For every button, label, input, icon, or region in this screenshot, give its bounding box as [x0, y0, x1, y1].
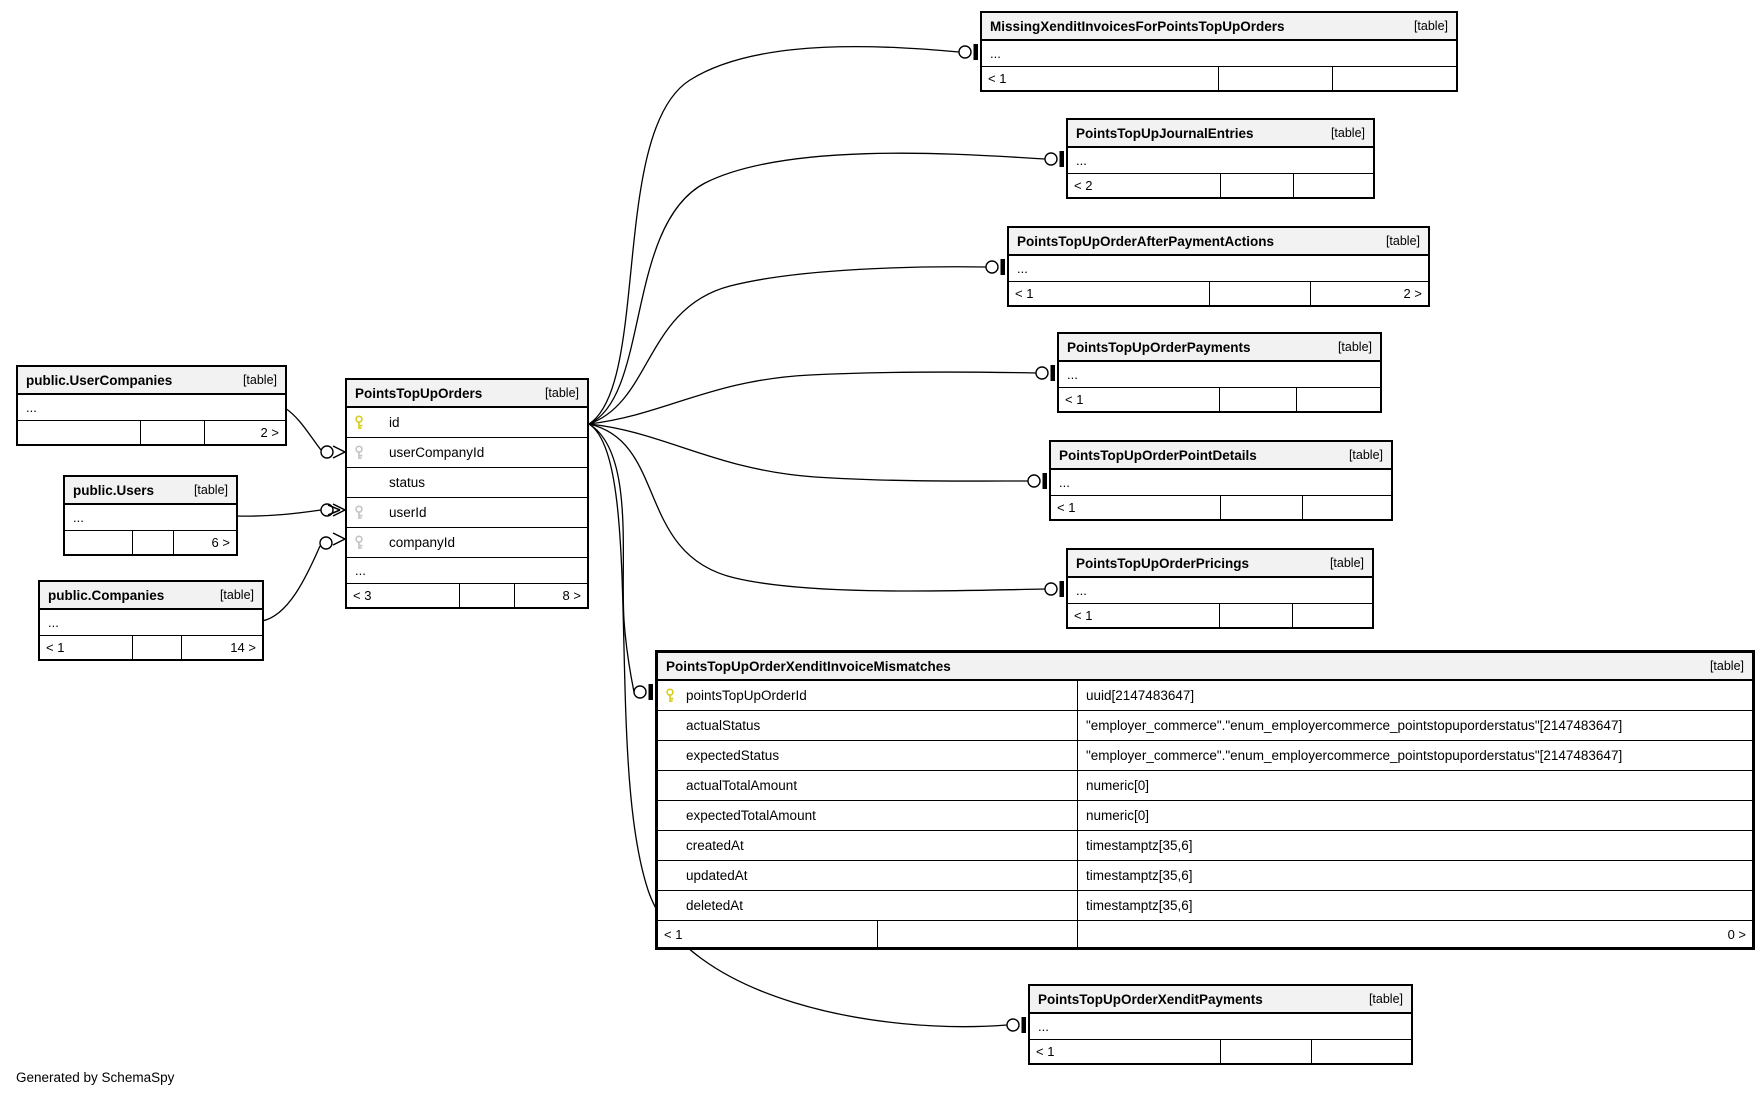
table-title: public.UserCompanies — [26, 372, 173, 388]
ellipsis-text: ... — [1076, 153, 1087, 168]
column-name: companyId — [389, 535, 456, 550]
column-row-id — [347, 408, 587, 438]
table-users — [63, 475, 238, 556]
footer-middle-cell — [1221, 174, 1294, 197]
table-header[interactable] — [1068, 120, 1373, 148]
column-row-actual-status — [658, 711, 1752, 741]
ellipsis-row — [1059, 362, 1380, 388]
table-header[interactable] — [982, 13, 1456, 41]
ellipsis-row — [1068, 148, 1373, 174]
column-type: timestamptz[35,6] — [1086, 838, 1193, 853]
edge-orders-to-point-details — [589, 424, 1028, 481]
ellipsis-text: ... — [1038, 1019, 1049, 1034]
column-name: id — [389, 415, 400, 430]
table-badge: [table] — [1413, 19, 1448, 33]
ellipsis-text: ... — [1059, 475, 1070, 490]
table-footer — [1068, 174, 1373, 197]
table-badge: [table] — [544, 386, 579, 400]
column-row-user-id — [347, 498, 587, 528]
ellipsis-row — [347, 558, 587, 584]
column-name: createdAt — [686, 838, 744, 853]
column-row-expected-total-amount — [658, 801, 1752, 831]
table-badge: [table] — [219, 588, 254, 602]
generated-by-label: Generated by SchemaSpy — [16, 1070, 175, 1085]
column-name: userId — [389, 505, 427, 520]
column-row-created-at — [658, 831, 1752, 861]
column-row-deleted-at — [658, 891, 1752, 921]
footer-children-count: < 1 — [982, 67, 1219, 90]
ellipsis-text: ... — [990, 46, 1001, 61]
edge-orders-to-mismatches — [589, 424, 634, 692]
primary-key-icon — [664, 688, 686, 703]
table-companies — [38, 580, 264, 661]
ellipsis-row — [40, 610, 262, 636]
table-badge: [table] — [193, 483, 228, 497]
table-header[interactable] — [1068, 550, 1372, 578]
table-order-point-details — [1049, 440, 1393, 521]
table-journal-entries — [1066, 118, 1375, 199]
footer-middle-cell — [460, 584, 515, 607]
footer-parents-count: 0 > — [1727, 926, 1746, 942]
footer-children-count: < 2 — [1068, 174, 1221, 197]
ellipsis-text: ... — [355, 563, 366, 578]
table-badge: [table] — [1385, 234, 1420, 248]
table-title: PointsTopUpJournalEntries — [1076, 125, 1254, 141]
table-footer — [347, 584, 587, 607]
column-row-user-company-id — [347, 438, 587, 468]
table-badge: [table] — [242, 373, 277, 387]
footer-children-count: < 1 — [40, 636, 133, 659]
table-badge: [table] — [1368, 992, 1403, 1006]
foreign-key-icon — [353, 445, 375, 460]
column-name: updatedAt — [686, 868, 748, 883]
footer-middle-cell — [1221, 1040, 1312, 1063]
footer-children-count: < 1 — [1068, 604, 1220, 627]
table-badge: [table] — [1348, 448, 1383, 462]
foreign-key-icon — [353, 535, 375, 550]
footer-parents-count: 6 > — [211, 535, 230, 550]
footer-parents-count — [1293, 604, 1372, 627]
column-type: timestamptz[35,6] — [1086, 898, 1193, 913]
column-name: pointsTopUpOrderId — [686, 688, 807, 703]
foreign-key-icon — [353, 505, 375, 520]
edge-users-to-orders — [236, 510, 321, 516]
table-title: PointsTopUpOrderXenditInvoiceMismatches — [666, 658, 951, 674]
footer-children-count: < 1 — [1059, 388, 1220, 411]
ellipsis-row — [982, 41, 1456, 67]
table-header[interactable] — [1059, 334, 1380, 362]
ellipsis-row — [1068, 578, 1372, 604]
table-xendit-payments — [1028, 984, 1413, 1065]
footer-children-count: < 1 — [1030, 1040, 1221, 1063]
footer-children-count: < 1 — [658, 921, 878, 947]
ellipsis-text: ... — [1017, 261, 1028, 276]
column-name: actualStatus — [686, 718, 761, 733]
footer-middle-cell — [1220, 388, 1297, 411]
table-xendit-invoice-mismatches — [655, 650, 1755, 950]
ellipsis-row — [1051, 470, 1391, 496]
table-badge: [table] — [1709, 659, 1744, 673]
table-footer — [1059, 388, 1380, 411]
ellipsis-row — [1009, 256, 1428, 282]
ellipsis-text: ... — [1076, 583, 1087, 598]
table-header[interactable] — [1051, 442, 1391, 470]
table-after-payment-actions — [1007, 226, 1430, 307]
primary-key-icon — [353, 415, 375, 430]
column-row-actual-total-amount — [658, 771, 1752, 801]
footer-parents-count: 2 > — [1403, 286, 1422, 301]
column-name: status — [389, 475, 426, 490]
edge-companies-to-orders — [262, 546, 320, 621]
footer-children-count — [18, 421, 141, 444]
footer-middle-cell — [1221, 496, 1303, 519]
edge-usercompanies-to-orders — [285, 408, 321, 450]
footer-middle-cell — [1220, 604, 1293, 627]
footer-middle-cell — [878, 921, 1078, 947]
footer-parents-count: 8 > — [562, 588, 581, 603]
table-title: PointsTopUpOrderPricings — [1076, 555, 1250, 571]
table-badge: [table] — [1329, 556, 1364, 570]
table-order-pricings — [1066, 548, 1374, 629]
table-footer — [1009, 282, 1428, 305]
column-type: timestamptz[35,6] — [1086, 868, 1193, 883]
table-badge: [table] — [1337, 340, 1372, 354]
table-header[interactable] — [347, 380, 587, 408]
ellipsis-text: ... — [26, 400, 37, 415]
table-order-payments — [1057, 332, 1382, 413]
footer-parents-count — [1294, 174, 1373, 197]
column-type: numeric[0] — [1086, 808, 1150, 823]
table-footer — [65, 531, 236, 554]
column-name: userCompanyId — [389, 445, 485, 460]
ellipsis-row — [65, 505, 236, 531]
ellipsis-text: ... — [73, 510, 84, 525]
column-type: "employer_commerce"."enum_employercommerce_pointstopuporderstatus"[2147483647] — [1086, 718, 1623, 733]
column-row-points-top-up-order-id — [658, 681, 1752, 711]
table-header[interactable] — [40, 582, 262, 610]
table-footer — [1068, 604, 1372, 627]
footer-parents-count: 14 > — [230, 640, 256, 655]
footer-middle-cell — [1210, 282, 1311, 305]
column-type: numeric[0] — [1086, 778, 1150, 793]
footer-parents-count — [1333, 67, 1456, 90]
footer-children-count: < 3 — [347, 584, 460, 607]
ellipsis-text: ... — [48, 615, 59, 630]
table-points-top-up-orders — [345, 378, 589, 609]
footer-middle-cell — [1219, 67, 1333, 90]
table-header[interactable] — [65, 477, 236, 505]
footer-parents-count — [1312, 1040, 1411, 1063]
table-header[interactable] — [1009, 228, 1428, 256]
column-type: "employer_commerce"."enum_employercommerce_pointstopuporderstatus"[2147483647] — [1086, 748, 1623, 763]
column-type: uuid[2147483647] — [1086, 688, 1195, 703]
footer-middle-cell — [141, 421, 205, 444]
table-header[interactable] — [18, 367, 285, 395]
footer-children-count: < 1 — [1009, 282, 1210, 305]
footer-parents-count — [1303, 496, 1391, 519]
table-user-companies — [16, 365, 287, 446]
table-header[interactable] — [1030, 986, 1411, 1014]
column-name: expectedTotalAmount — [686, 808, 816, 823]
table-title: PointsTopUpOrderPayments — [1067, 339, 1251, 355]
table-title: public.Companies — [48, 587, 165, 603]
table-title: MissingXenditInvoicesForPointsTopUpOrders — [990, 18, 1285, 34]
table-title: PointsTopUpOrderAfterPaymentActions — [1017, 233, 1275, 249]
footer-parents-count — [1297, 388, 1380, 411]
column-row-company-id — [347, 528, 587, 558]
column-row-updated-at — [658, 861, 1752, 891]
ellipsis-row — [18, 395, 285, 421]
footer-children-count — [65, 531, 133, 554]
footer-parents-count: 2 > — [260, 425, 279, 440]
table-footer — [982, 67, 1456, 90]
column-row-status — [347, 468, 587, 498]
table-footer — [658, 921, 1752, 947]
footer-middle-cell — [133, 636, 182, 659]
edge-orders-to-pricings — [589, 424, 1045, 591]
table-title: PointsTopUpOrders — [355, 385, 483, 401]
footer-middle-cell — [133, 531, 174, 554]
edge-orders-to-order-payments — [589, 372, 1036, 424]
table-title: public.Users — [73, 482, 155, 498]
column-name: expectedStatus — [686, 748, 780, 763]
table-badge: [table] — [1330, 126, 1365, 140]
table-footer — [18, 421, 285, 444]
table-footer — [1051, 496, 1391, 519]
edge-orders-to-journal-entries — [589, 153, 1045, 424]
footer-children-count: < 1 — [1051, 496, 1221, 519]
table-footer — [1030, 1040, 1411, 1063]
table-header[interactable] — [658, 653, 1752, 681]
ellipsis-row — [1030, 1014, 1411, 1040]
table-missing-xendit-invoices — [980, 11, 1458, 92]
table-title: PointsTopUpOrderPointDetails — [1059, 447, 1257, 463]
table-title: PointsTopUpOrderXenditPayments — [1038, 991, 1263, 1007]
column-name: deletedAt — [686, 898, 744, 913]
column-name: actualTotalAmount — [686, 778, 798, 793]
ellipsis-text: ... — [1067, 367, 1078, 382]
edge-orders-to-after-payment-actions — [589, 267, 986, 424]
column-row-expected-status — [658, 741, 1752, 771]
table-footer — [40, 636, 262, 659]
